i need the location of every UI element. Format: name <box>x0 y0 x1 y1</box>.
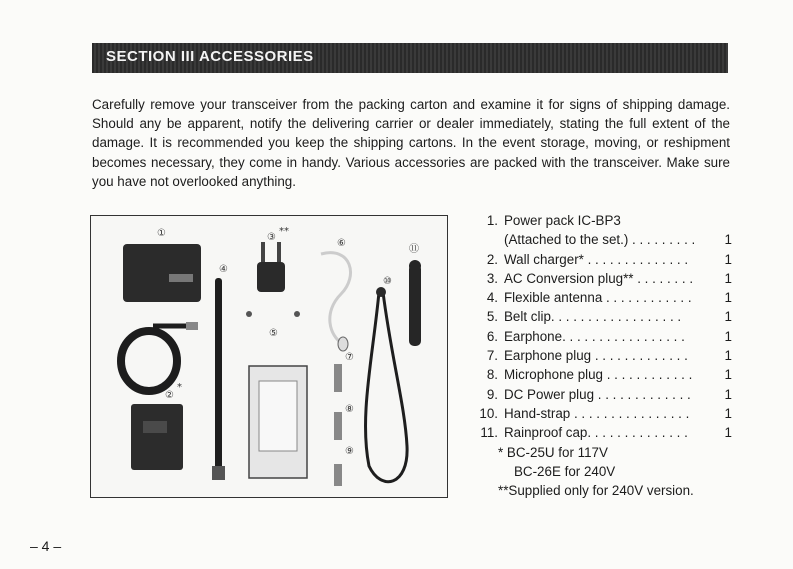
charger-cord <box>121 331 177 391</box>
earphone-plug <box>334 364 342 392</box>
callout-11: ⑪ <box>409 244 419 255</box>
footnote-double-star: **Supplied only for 240V version. <box>498 483 694 499</box>
intro-paragraph: Carefully remove your transceiver from the packing carton and examine it for signs of shipping damage. Should any be apparent, notify the delivering carrier or dealer immediately, stating the full extent of the damage. It is recommended you keep the shipping cartons. In the event storage, moving, or reshipment becomes necessary, they come in handy. Various accessories are packed with the transceiver. Make sure you have not overlooked anything. <box>92 97 730 189</box>
callout-5: ⑤ <box>269 328 278 339</box>
ac-plug <box>257 262 285 292</box>
dc-power-plug <box>334 464 342 486</box>
list-item: 3. AC Conversion plug** . . . . . . . . 1 <box>486 270 732 286</box>
accessories-photo <box>90 215 448 498</box>
list-item: (Attached to the set.) . . . . . . . . . 1 <box>504 232 732 248</box>
list-item: 9. DC Power plug . . . . . . . . . . . . . 1 <box>486 386 732 402</box>
list-item: 11. Rainproof cap. . . . . . . . . . . . . . 1 <box>480 425 732 441</box>
callout-3-mark: ** <box>279 226 289 237</box>
section-header <box>92 43 728 73</box>
accessory-list <box>462 211 732 500</box>
callout-1: ① <box>157 228 166 239</box>
page-number: – 4 – <box>30 538 62 554</box>
list-item: 4. Flexible antenna . . . . . . . . . . . . 1 <box>486 290 732 306</box>
earphone <box>321 253 351 344</box>
accessories-illustration <box>91 216 447 497</box>
callout-4: ④ <box>219 264 228 275</box>
callout-10: ⑩ <box>383 276 392 287</box>
rainproof-cap <box>409 264 421 346</box>
wall-charger <box>131 404 183 470</box>
footnote-single-star-2: BC-26E for 240V <box>514 463 616 479</box>
callout-2: ② <box>165 390 174 401</box>
callout-8: ⑧ <box>345 404 354 415</box>
callout-6: ⑥ <box>337 238 346 249</box>
flexible-antenna <box>215 278 222 470</box>
list-item: 8. Microphone plug . . . . . . . . . . . . 1 <box>486 367 732 383</box>
callout-7: ⑦ <box>345 352 354 363</box>
power-pack <box>123 244 201 302</box>
list-item: 2. Wall charger* . . . . . . . . . . . . . . 1 <box>486 251 732 267</box>
section-title: SECTION III ACCESSORIES <box>106 48 314 65</box>
callout-9: ⑨ <box>345 446 354 457</box>
list-item: 10. Hand-strap . . . . . . . . . . . . . . . . 1 <box>479 405 732 421</box>
list-item: 6. Earphone. . . . . . . . . . . . . . . . . 1 <box>486 328 732 344</box>
list-item: 1. Power pack IC-BP3 <box>486 213 621 228</box>
callout-2-mark: * <box>177 382 182 393</box>
list-item: 5. Belt clip. . . . . . . . . . . . . . . . . . 1 <box>486 309 732 325</box>
hand-strap <box>366 292 408 482</box>
callout-3: ③ <box>267 232 276 243</box>
footnote-single-star: * BC-25U for 117V <box>498 444 608 460</box>
microphone-plug <box>334 412 342 440</box>
list-item: 7. Earphone plug . . . . . . . . . . . . . 1 <box>486 348 732 364</box>
